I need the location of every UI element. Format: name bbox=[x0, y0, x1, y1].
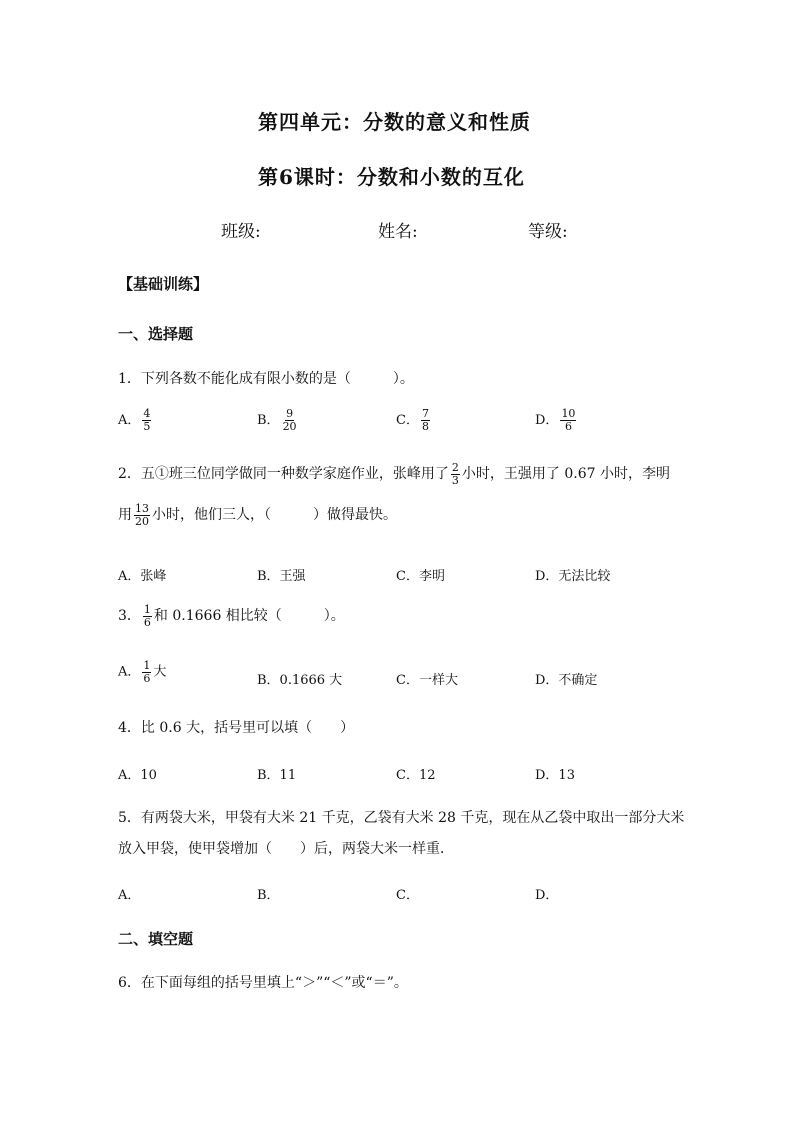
q4-option-a[interactable]: A．10 bbox=[118, 768, 157, 783]
q1-option-d[interactable] bbox=[535, 408, 578, 432]
question-3-text: 3． $\frac{1}{6}$ 和 0.1666 相比较（ ）。 bbox=[118, 603, 345, 629]
question-4-text: 4．比 0.6 大，括号里可以填（ ） bbox=[118, 720, 355, 736]
q2-option-a[interactable]: A．张峰 bbox=[118, 569, 167, 584]
fraction: $\frac{10}{6}$ bbox=[561, 407, 576, 433]
q4-option-d[interactable]: D．13 bbox=[535, 768, 575, 783]
section-choice-heading: 一、选择题 bbox=[118, 325, 194, 343]
fraction: $\frac{9}{20}$ bbox=[282, 407, 297, 433]
training-heading: 【基础训练】 bbox=[118, 275, 209, 293]
fraction: $\frac{2}{3}$ bbox=[451, 461, 459, 487]
class-label: 班级: bbox=[221, 222, 261, 242]
q1-option-c[interactable] bbox=[396, 408, 432, 432]
option-label: B． bbox=[257, 412, 280, 428]
q3-option-b[interactable]: B．0.1666 大 bbox=[257, 673, 343, 688]
option-label: C． bbox=[396, 412, 419, 428]
q2-option-c[interactable]: C．李明 bbox=[396, 569, 445, 584]
q2-option-b[interactable]: B．王强 bbox=[257, 569, 306, 584]
q2-option-d[interactable]: D．无法比较 bbox=[535, 569, 611, 584]
q3-option-c[interactable]: C．一样大 bbox=[396, 673, 458, 688]
name-label: 姓名: bbox=[378, 222, 418, 242]
question-6-text: 6．在下面每组的括号里填上“＞”“＜”或“＝”。 bbox=[118, 975, 408, 991]
q5-option-c[interactable]: C． bbox=[396, 888, 419, 903]
q5-option-b[interactable]: B． bbox=[257, 888, 280, 903]
question-1-text: 1．下列各数不能化成有限小数的是（ ）。 bbox=[118, 371, 414, 387]
q3-option-a[interactable]: A． $\frac{1}{6}$ 大 bbox=[118, 659, 167, 685]
question-5-line-1: 5．有两袋大米，甲袋有大米 21 千克，乙袋有大米 28 千克，现在从乙袋中取出一部分大米 bbox=[118, 810, 685, 826]
question-5-line-2: 放入甲袋，使甲袋增加（ ）后，两袋大米一样重． bbox=[118, 841, 454, 857]
grade-label: 等级: bbox=[528, 222, 568, 242]
unit-title: 第四单元：分数的意义和性质 bbox=[258, 110, 531, 134]
fraction: $\frac{1}{6}$ bbox=[143, 603, 151, 629]
q5-option-a[interactable]: A． bbox=[118, 888, 141, 903]
question-2-line-1: 2．五①班三位同学做同一种数学家庭作业，张峰用了 $\frac{2}{3}$ 小时，王强用了 0.67 小时，李明 bbox=[118, 461, 670, 487]
fraction: $\frac{7}{8}$ bbox=[421, 407, 429, 433]
lesson-title: 第6课时：分数和小数的互化 bbox=[258, 165, 525, 189]
q5-option-d[interactable]: D． bbox=[535, 888, 559, 903]
q1-option-a[interactable] bbox=[118, 408, 153, 432]
section-fill-heading: 二、填空题 bbox=[118, 930, 194, 948]
q1-option-b[interactable] bbox=[257, 408, 300, 432]
question-2-line-2: 用 $\frac{13}{20}$ 小时，他们三人，（ ）做得最快。 bbox=[118, 502, 397, 528]
fraction: $\frac{4}{5}$ bbox=[143, 407, 151, 433]
q3-option-d[interactable]: D．不确定 bbox=[535, 673, 598, 688]
q4-option-b[interactable]: B．11 bbox=[257, 768, 297, 783]
q4-option-c[interactable]: C．12 bbox=[396, 768, 436, 783]
fraction: $\frac{1}{6}$ bbox=[143, 659, 151, 685]
fraction: $\frac{13}{20}$ bbox=[135, 502, 149, 528]
option-label: D． bbox=[535, 412, 559, 428]
option-label: A． bbox=[118, 412, 141, 428]
